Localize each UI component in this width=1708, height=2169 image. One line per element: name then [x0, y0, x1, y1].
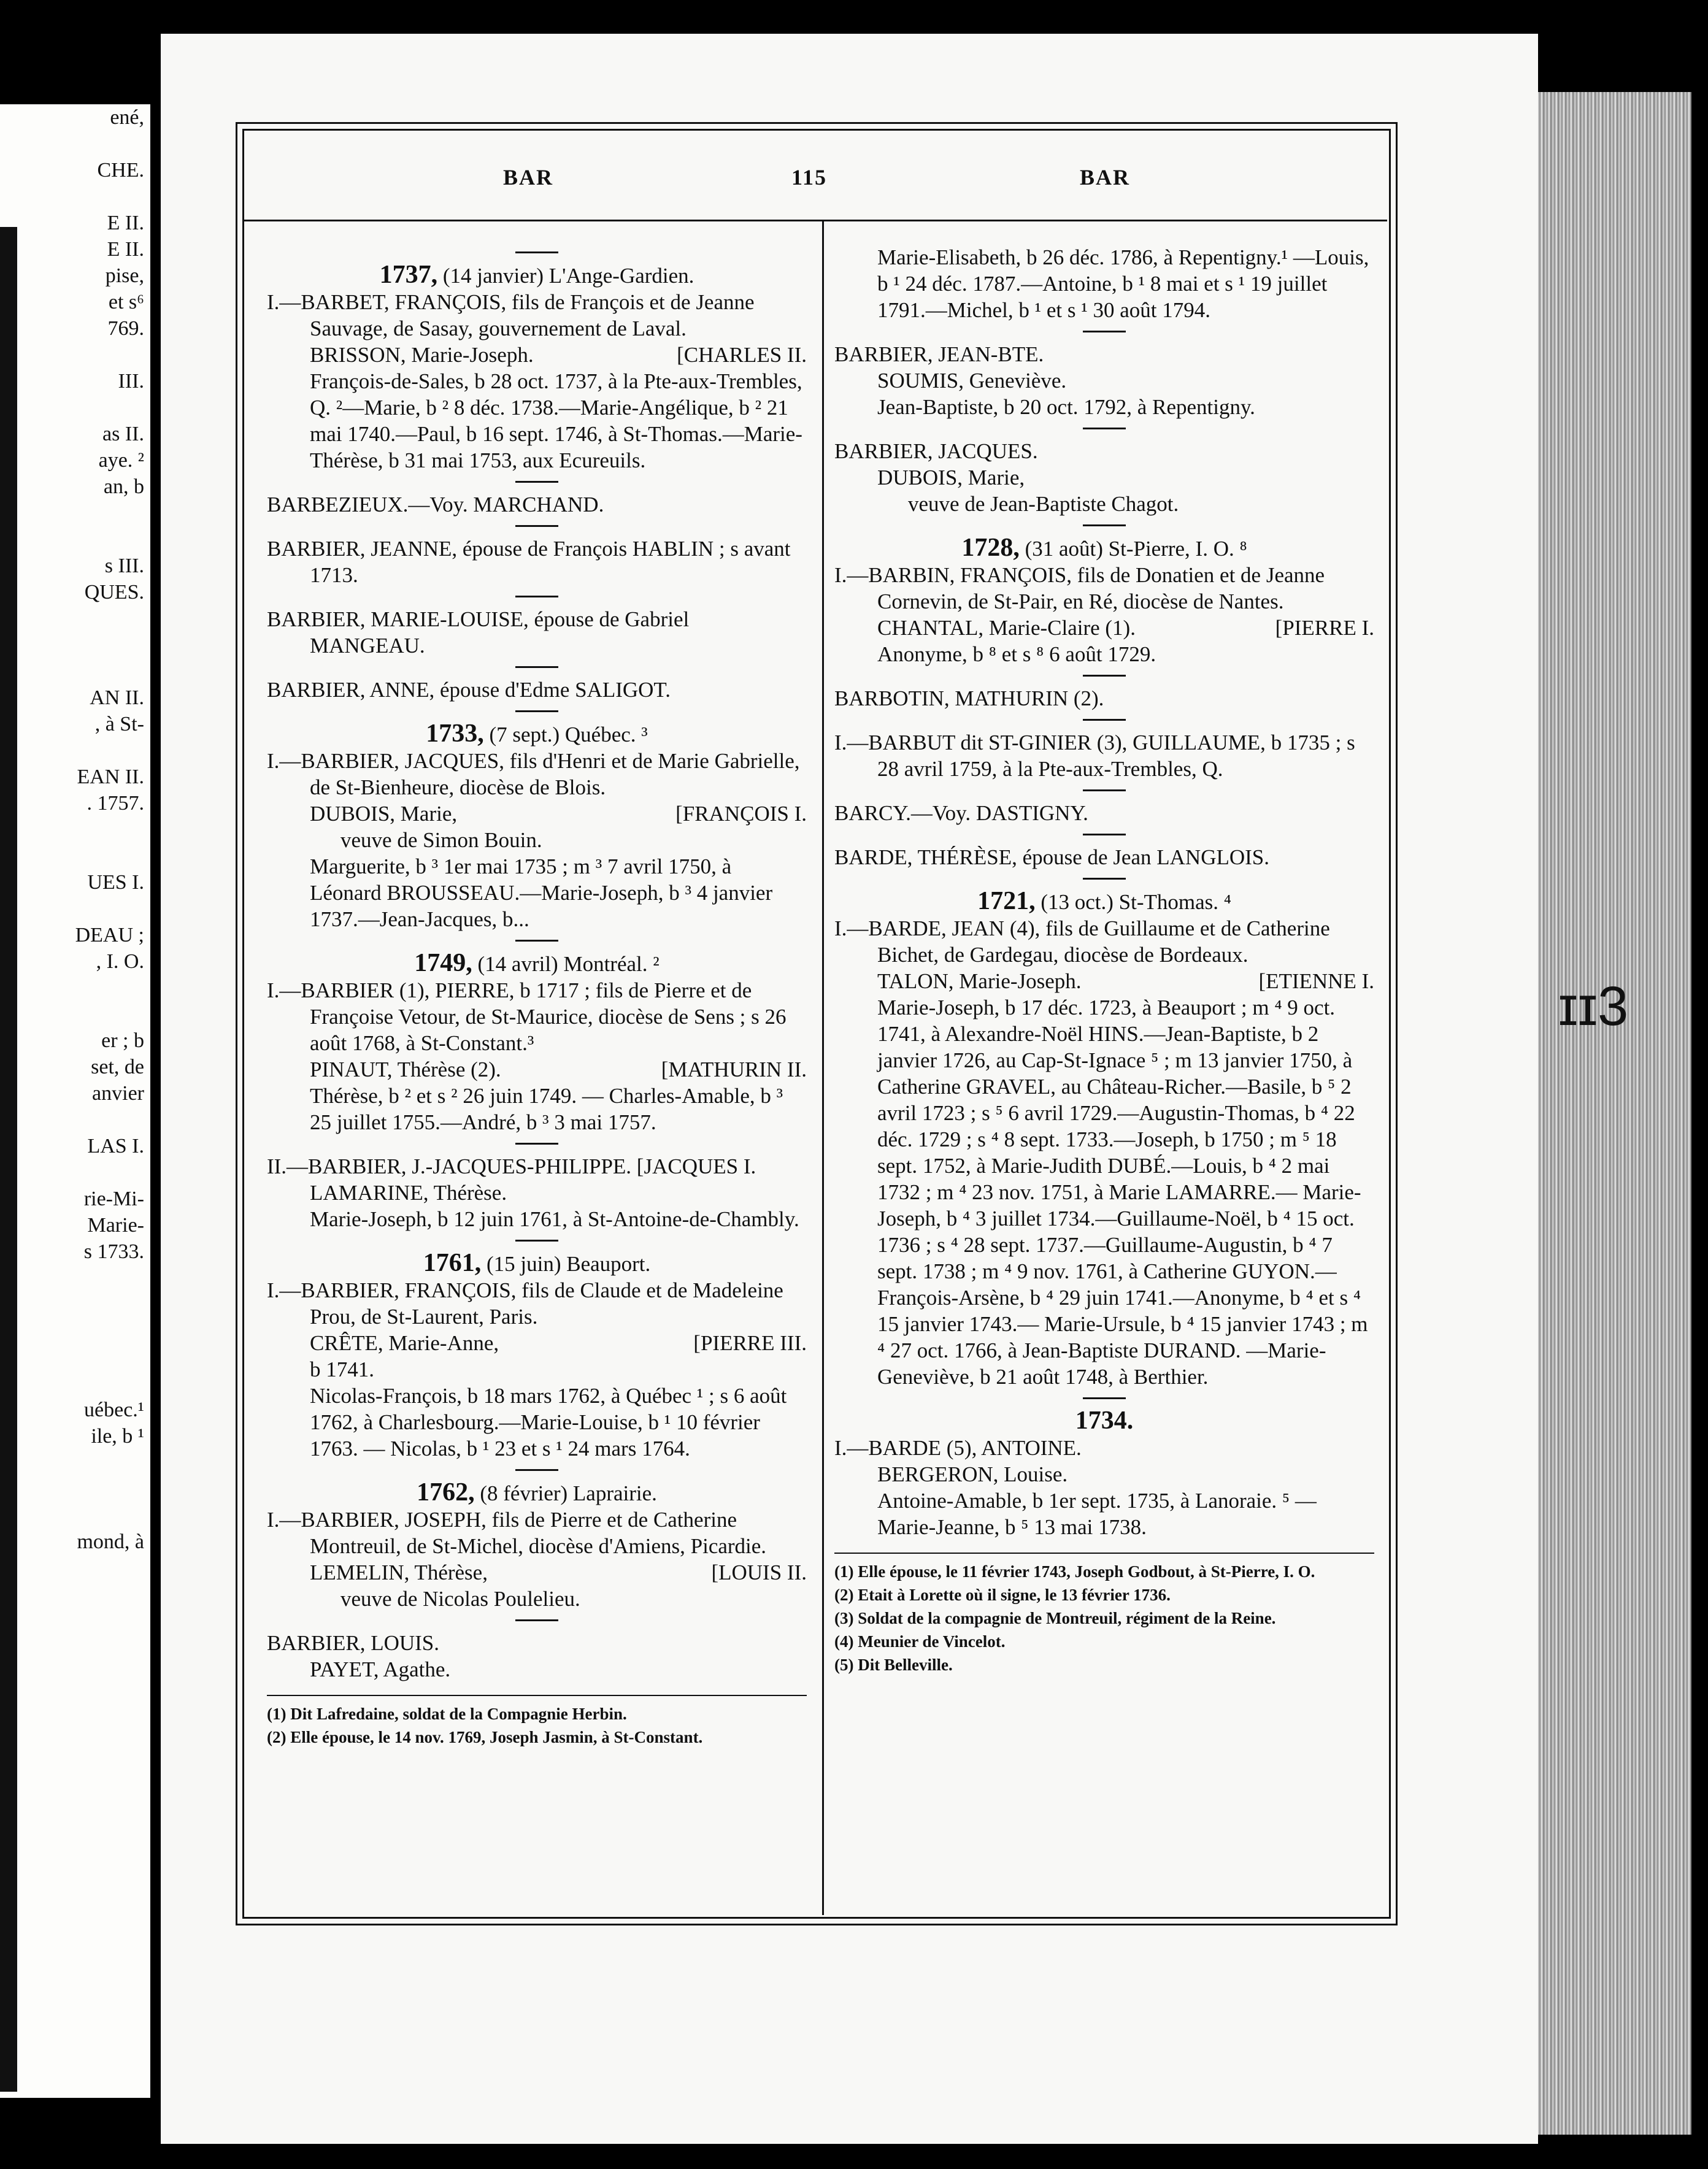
- genealogy-entry: [267, 800, 807, 827]
- entry-text: BARBIER, JACQUES.: [834, 439, 1038, 463]
- genealogy-entry: [267, 1206, 807, 1232]
- facing-page-line: [9, 1291, 144, 1318]
- facing-page-line: , I. O.: [96, 950, 144, 973]
- marriage-year: 1728,: [961, 534, 1020, 562]
- facing-page-line: [9, 1370, 144, 1397]
- footnote: (2) Elle épouse, le 14 nov. 1769, Joseph Jasmin, à St-Constant.: [267, 1728, 703, 1746]
- facing-page-line: UES I.: [87, 871, 144, 894]
- entry-text: I.—BARBIER, JACQUES, fils d'Henri et de Marie Gabrielle, de St-Bienheure, diocèse de Blois.: [267, 749, 800, 799]
- facing-page-line: QUES.: [84, 581, 144, 604]
- facing-page-line: AN II.: [90, 686, 144, 709]
- entry-separator: [1083, 428, 1126, 429]
- genealogy-entry: [267, 1153, 807, 1206]
- right-column: [834, 244, 1374, 1678]
- entry-text: Thérèse, b ² et s ² 26 juin 1749. — Charles-Amable, b ³ 25 juillet 1755.—André, b ³ 3 mai 1757.: [310, 1084, 783, 1134]
- genealogy-entry: [267, 1330, 807, 1356]
- entry-separator: [1083, 834, 1126, 835]
- entry-text: PAYET, Agathe.: [310, 1657, 451, 1681]
- entry-text: BARBOTIN, MATHURIN (2).: [834, 686, 1104, 710]
- page-edge-mark: ɪɪ3: [1558, 976, 1629, 1037]
- footnotes: [834, 1553, 1374, 1675]
- facing-page-line: Marie-: [87, 1214, 144, 1237]
- genealogy-entry: [267, 1383, 807, 1462]
- genealogy-entry: [267, 289, 807, 342]
- marriage-year: 1749,: [414, 949, 472, 977]
- facing-page-line: EAN II.: [77, 766, 144, 788]
- entry-text: b 1741.: [310, 1357, 374, 1381]
- genealogy-entry: [834, 615, 1374, 641]
- parent-reference: [CHARLES II.: [677, 343, 807, 367]
- facing-page-line: E II.: [107, 212, 144, 234]
- genealogy-entry: [267, 606, 807, 659]
- marriage-year: 1734.: [1075, 1407, 1134, 1435]
- entry-separator: [1083, 719, 1126, 721]
- facing-page-line: [9, 131, 144, 157]
- genealogy-entry: [267, 1586, 807, 1612]
- facing-page-line: et s⁶: [108, 291, 144, 313]
- entry-text: SOUMIS, Geneviève.: [877, 369, 1067, 393]
- entry-text: Marie-Joseph, b 17 déc. 1723, à Beauport ; m ⁴ 9 oct. 1741, à Alexandre-Noël HINS.—Jean-Baptiste, b 2 janvier 1726, au Cap-St-Ignace ⁵ ; m 13 janvier 1750, à Catherine GRAVEL, au Château-Richer.—Basile, b ⁵ 2 avril 1723 ; s ⁵ 6 avril 1729.—Augustin-Thomas, b ⁴ 22 déc. 1729 ; s ⁴ 8 sept. 1733.—Joseph, b 1750 ; m ⁵ 18 sept. 1752, à Marie-Judith DUBÉ.—Louis, b ⁴ 2 mai 1732 ; m ⁴ 23 nov. 1751, à Marie LAMARRE.— Marie-Joseph, b ⁴ 3 juillet 1734.—Guillaume-Noël, b ⁴ 15 oct. 1736 ; s ⁴ 28 sept. 1737.—Guillaume-Augustin, b ⁴ 7 sept. 1738 ; m ⁴ 9 nov. 1761, à Catherine GUYON.—François-Arsène, b ⁴ 29 juin 1741.—Anonyme, b ⁴ et s ⁴ 15 janvier 1743.— Marie-Ursule, b ⁴ 15 janvier 1743 ; m ⁴ 27 oct. 1766, à Jean-Baptiste DURAND. —Marie-Geneviève, b 21 août 1748, à Berthier.: [877, 996, 1368, 1389]
- genealogy-entry: [834, 641, 1374, 667]
- genealogy-entry: [834, 844, 1374, 870]
- facing-page-line: aye. ²: [98, 449, 144, 472]
- genealogy-entry: [834, 915, 1374, 968]
- facing-page-line: [9, 1476, 144, 1502]
- marriage-year-heading: [267, 262, 807, 289]
- marriage-year: 1721,: [977, 887, 1036, 915]
- entry-text: DUBOIS, Marie,: [877, 466, 1025, 489]
- column-divider: [822, 221, 824, 1915]
- entry-text: BERGERON, Louise.: [877, 1462, 1068, 1486]
- marriage-date-place: (14 avril) Montréal. ²: [472, 952, 660, 976]
- facing-page-line: [9, 1449, 144, 1476]
- entry-text: I.—BARBET, FRANÇOIS, fils de François et de Jeanne Sauvage, de Sasay, gouvernement de Laval.: [267, 290, 755, 340]
- genealogy-entry: [834, 1461, 1374, 1488]
- facing-page-line: [9, 975, 144, 1001]
- facing-page-text: [9, 104, 144, 1555]
- entry-text: I.—BARBIN, FRANÇOIS, fils de Donatien et de Jeanne Cornevin, de St-Pair, en Ré, diocèse de Nantes.: [834, 563, 1325, 613]
- book-gutter: [150, 0, 160, 2169]
- marriage-year: 1737,: [379, 261, 438, 289]
- entry-text: BARBIER, ANNE, épouse d'Edme SALIGOT.: [267, 678, 671, 702]
- footnote: (5) Dit Belleville.: [834, 1656, 953, 1674]
- facing-page-line: [9, 1159, 144, 1186]
- facing-page-line: [9, 843, 144, 869]
- facing-page-fragment: [0, 104, 150, 2098]
- genealogy-entry: [267, 1056, 807, 1083]
- facing-page-line: anvier: [92, 1082, 144, 1105]
- footnote: (4) Meunier de Vincelot.: [834, 1632, 1006, 1651]
- genealogy-entry: [267, 491, 807, 518]
- footnote: (1) Dit Lafredaine, soldat de la Compagnie Herbin.: [267, 1705, 627, 1723]
- facing-page-line: mond, à: [77, 1530, 144, 1553]
- genealogy-entry: [834, 244, 1374, 323]
- facing-page-line: [9, 342, 144, 368]
- entry-text: LEMELIN, Thérèse,: [310, 1561, 488, 1584]
- marriage-year-heading: [267, 1480, 807, 1507]
- entry-text: Jean-Baptiste, b 20 oct. 1792, à Repentigny.: [877, 395, 1255, 419]
- genealogy-entry: [834, 1488, 1374, 1540]
- marriage-year-heading: [834, 888, 1374, 915]
- marriage-year-heading: [267, 950, 807, 977]
- entry-separator: [515, 525, 558, 527]
- marriage-year: 1762,: [417, 1478, 475, 1507]
- genealogy-entry: [834, 491, 1374, 517]
- facing-page-line: [9, 896, 144, 922]
- facing-page-line: [9, 1001, 144, 1027]
- entry-separator: [515, 1240, 558, 1242]
- entry-separator: [515, 251, 558, 253]
- facing-page-line: 769.: [107, 317, 144, 340]
- marriage-year: 1733,: [426, 720, 484, 748]
- entry-text: BARBEZIEUX.—Voy. MARCHAND.: [267, 493, 604, 516]
- genealogy-entry: [267, 1507, 807, 1559]
- genealogy-entry: [834, 367, 1374, 394]
- footnote: (1) Elle épouse, le 11 février 1743, Joseph Godbout, à St-Pierre, I. O.: [834, 1562, 1315, 1581]
- genealogy-entry: [834, 562, 1374, 615]
- entry-text: II.—BARBIER, J.-JACQUES-PHILIPPE. [JACQUES I. LAMARINE, Thérèse.: [267, 1154, 756, 1205]
- genealogy-entry: [267, 748, 807, 800]
- entry-text: François-de-Sales, b 28 oct. 1737, à la Pte-aux-Trembles, Q. ²—Marie, b ² 8 déc. 1738.—Marie-Angélique, b ² 21 mai 1740.—Paul, b 16 sept. 1746, à St-Thomas.—Marie-Thérèse, b 31 mai 1753, aux Ecureuils.: [310, 369, 802, 472]
- parent-reference: [MATHURIN II.: [661, 1058, 807, 1081]
- facing-page-line: CHE.: [97, 159, 144, 182]
- genealogy-entry: [834, 729, 1374, 782]
- footnotes: [267, 1695, 807, 1748]
- entry-text: I.—BARBIER (1), PIERRE, b 1717 ; fils de Pierre et de Françoise Vetour, de St-Maurice, diocèse de Sens ; s 26 août 1768, à St-Constant.³: [267, 978, 787, 1055]
- marriage-date-place: (8 février) Laprairie.: [474, 1481, 657, 1505]
- facing-page-line: III.: [118, 370, 144, 393]
- genealogy-entry: [267, 1356, 807, 1383]
- entry-text: I.—BARBIER, FRANÇOIS, fils de Claude et de Madeleine Prou, de St-Laurent, Paris.: [267, 1278, 783, 1329]
- entry-text: veuve de Simon Bouin.: [340, 828, 542, 852]
- marriage-date-place: (13 oct.) St-Thomas. ⁴: [1035, 890, 1231, 914]
- parent-reference: [PIERRE III.: [693, 1331, 807, 1355]
- facing-page-line: [9, 500, 144, 526]
- entry-text: Antoine-Amable, b 1er sept. 1735, à Lanoraie. ⁵ —Marie-Jeanne, b ⁵ 13 mai 1738.: [877, 1489, 1317, 1539]
- genealogy-entry: [267, 1630, 807, 1656]
- entry-text: BARBIER, MARIE-LOUISE, épouse de Gabriel MANGEAU.: [267, 607, 690, 658]
- facing-page-line: ené,: [110, 106, 144, 129]
- facing-page-line: DEAU ;: [75, 924, 144, 946]
- entry-separator: [515, 710, 558, 712]
- entry-separator: [1083, 331, 1126, 332]
- entry-text: BARBIER, JEANNE, épouse de François HABLIN ; s avant 1713.: [267, 537, 791, 587]
- facing-page-line: [9, 1107, 144, 1133]
- genealogy-entry: [834, 968, 1374, 994]
- genealogy-entry: [834, 1435, 1374, 1461]
- entry-text: Nicolas-François, b 18 mars 1762, à Québec ¹ ; s 6 août 1762, à Charlesbourg.—Marie-Louise, b ¹ 10 février 1763. — Nicolas, b ¹ 23 et s ¹ 24 mars 1764.: [310, 1384, 787, 1461]
- entry-text: I.—BARBIER, JOSEPH, fils de Pierre et de Catherine Montreuil, de St-Michel, diocèse d'Amiens, Picardie.: [267, 1508, 767, 1558]
- entry-separator: [515, 481, 558, 483]
- facing-page-line: E II.: [107, 238, 144, 261]
- facing-page-line: [9, 658, 144, 685]
- marriage-date-place: (7 sept.) Québec. ³: [483, 723, 648, 747]
- genealogy-entry: [267, 1277, 807, 1330]
- entry-separator: [1083, 1397, 1126, 1399]
- facing-page-line: [9, 737, 144, 764]
- left-column: [267, 244, 807, 1750]
- parent-reference: [PIERRE I.: [1275, 616, 1374, 640]
- genealogy-entry: [267, 677, 807, 703]
- marriage-year-heading: [267, 1250, 807, 1277]
- facing-page-line: s III.: [104, 555, 144, 577]
- genealogy-entry: [267, 1656, 807, 1683]
- genealogy-entry: [834, 394, 1374, 420]
- entry-separator: [1083, 524, 1126, 526]
- entry-separator: [515, 666, 558, 668]
- genealogy-entry: [267, 977, 807, 1056]
- entry-text: BARDE, THÉRÈSE, épouse de Jean LANGLOIS.: [834, 845, 1269, 869]
- entry-text: BRISSON, Marie-Joseph.: [310, 343, 534, 367]
- genealogy-entry: [267, 1559, 807, 1586]
- facing-page-line: [9, 183, 144, 210]
- entry-separator: [1083, 878, 1126, 880]
- entry-text: veuve de Nicolas Poulelieu.: [340, 1587, 580, 1611]
- facing-page-line: LAS I.: [87, 1135, 144, 1157]
- footnote: (3) Soldat de la compagnie de Montreuil, régiment de la Reine.: [834, 1609, 1276, 1627]
- entry-text: PINAUT, Thérèse (2).: [310, 1058, 501, 1081]
- entry-text: BARCY.—Voy. DASTIGNY.: [834, 801, 1088, 825]
- facing-page-line: as II.: [102, 423, 144, 445]
- facing-page-line: [9, 1318, 144, 1344]
- entry-separator: [515, 1469, 558, 1471]
- header-right: BAR: [1080, 165, 1131, 190]
- marriage-year-heading: [834, 1408, 1374, 1435]
- genealogy-entry: [834, 800, 1374, 826]
- genealogy-entry: [267, 1083, 807, 1135]
- entry-text: BARBIER, LOUIS.: [267, 1631, 439, 1655]
- genealogy-entry: [267, 536, 807, 588]
- entry-separator: [515, 1619, 558, 1621]
- facing-page-line: [9, 1344, 144, 1370]
- marriage-date-place: (31 août) St-Pierre, I. O. ⁸: [1019, 537, 1247, 561]
- parent-reference: [LOUIS II.: [711, 1561, 807, 1584]
- facing-page-line: rie-Mi-: [83, 1188, 144, 1210]
- facing-page-line: pise,: [105, 264, 144, 287]
- facing-page-line: , à St-: [94, 713, 144, 735]
- entry-separator: [1083, 675, 1126, 677]
- facing-page-line: . 1757.: [87, 792, 144, 815]
- genealogy-entry: [267, 368, 807, 474]
- facing-page-line: [9, 605, 144, 632]
- facing-page-line: [9, 1265, 144, 1291]
- genealogy-entry: [834, 685, 1374, 712]
- running-header: [242, 164, 1387, 201]
- marriage-date-place: (14 janvier) L'Ange-Gardien.: [437, 264, 694, 288]
- facing-page-line: [9, 816, 144, 843]
- marriage-year-heading: [267, 721, 807, 748]
- entry-text: Anonyme, b ⁸ et s ⁸ 6 août 1729.: [877, 642, 1156, 666]
- entry-text: Marie-Joseph, b 12 juin 1761, à St-Antoine-de-Chambly.: [310, 1207, 799, 1231]
- entry-text: Marie-Elisabeth, b 26 déc. 1786, à Repentigny.¹ —Louis, b ¹ 24 déc. 1787.—Antoine, b ¹ 8 mai et s ¹ 19 juillet 1791.—Michel, b ¹ et s ¹ 30 août 1794.: [877, 245, 1369, 322]
- entry-separator: [515, 596, 558, 597]
- entry-text: CRÊTE, Marie-Anne,: [310, 1331, 499, 1355]
- genealogy-entry: [834, 464, 1374, 491]
- facing-page-line: [9, 1502, 144, 1529]
- facing-page-line: uébec.¹: [84, 1399, 144, 1421]
- facing-page-line: set, de: [91, 1056, 144, 1078]
- entry-text: I.—BARDE, JEAN (4), fils de Guillaume et de Catherine Bichet, de Gardegau, diocèse de Bordeaux.: [834, 916, 1330, 967]
- entry-separator: [515, 940, 558, 942]
- marriage-year: 1761,: [423, 1249, 482, 1277]
- genealogy-entry: [834, 994, 1374, 1390]
- genealogy-entry: [834, 341, 1374, 367]
- header-rule: [242, 220, 1387, 221]
- facing-page-line: er ; b: [101, 1029, 144, 1052]
- genealogy-entry: [267, 853, 807, 932]
- facing-page-line: s 1733.: [83, 1240, 144, 1263]
- parent-reference: [FRANÇOIS I.: [675, 802, 807, 826]
- entry-text: I.—BARDE (5), ANTOINE.: [834, 1436, 1082, 1460]
- marriage-year-heading: [834, 535, 1374, 562]
- page-number: 115: [791, 165, 828, 190]
- parent-reference: [ETIENNE I.: [1258, 969, 1374, 993]
- entry-text: Marguerite, b ³ 1er mai 1735 ; m ³ 7 avril 1750, à Léonard BROUSSEAU.—Marie-Joseph, b ³ 4 janvier 1737.—Jean-Jacques, b...: [310, 854, 773, 931]
- marriage-date-place: (15 juin) Beauport.: [481, 1252, 651, 1276]
- facing-page-line: ile, b ¹: [91, 1425, 144, 1448]
- header-left: BAR: [503, 165, 554, 190]
- entry-text: DUBOIS, Marie,: [310, 802, 458, 826]
- entry-text: veuve de Jean-Baptiste Chagot.: [908, 492, 1179, 516]
- genealogy-entry: [834, 438, 1374, 464]
- footnote: (2) Etait à Lorette où il signe, le 13 février 1736.: [834, 1586, 1171, 1604]
- genealogy-entry: [267, 342, 807, 368]
- genealogy-entry: [267, 827, 807, 853]
- entry-text: BARBIER, JEAN-BTE.: [834, 342, 1044, 366]
- facing-page-line: [9, 394, 144, 421]
- entry-text: CHANTAL, Marie-Claire (1).: [877, 616, 1136, 640]
- facing-page-line: an, b: [103, 475, 144, 498]
- entry-text: TALON, Marie-Joseph.: [877, 969, 1082, 993]
- entry-separator: [1083, 789, 1126, 791]
- facing-page-line: [9, 632, 144, 658]
- facing-page-line: [9, 526, 144, 553]
- entry-text: I.—BARBUT dit ST-GINIER (3), GUILLAUME, b 1735 ; s 28 avril 1759, à la Pte-aux-Trembles, Q.: [834, 731, 1355, 781]
- entry-separator: [515, 1143, 558, 1145]
